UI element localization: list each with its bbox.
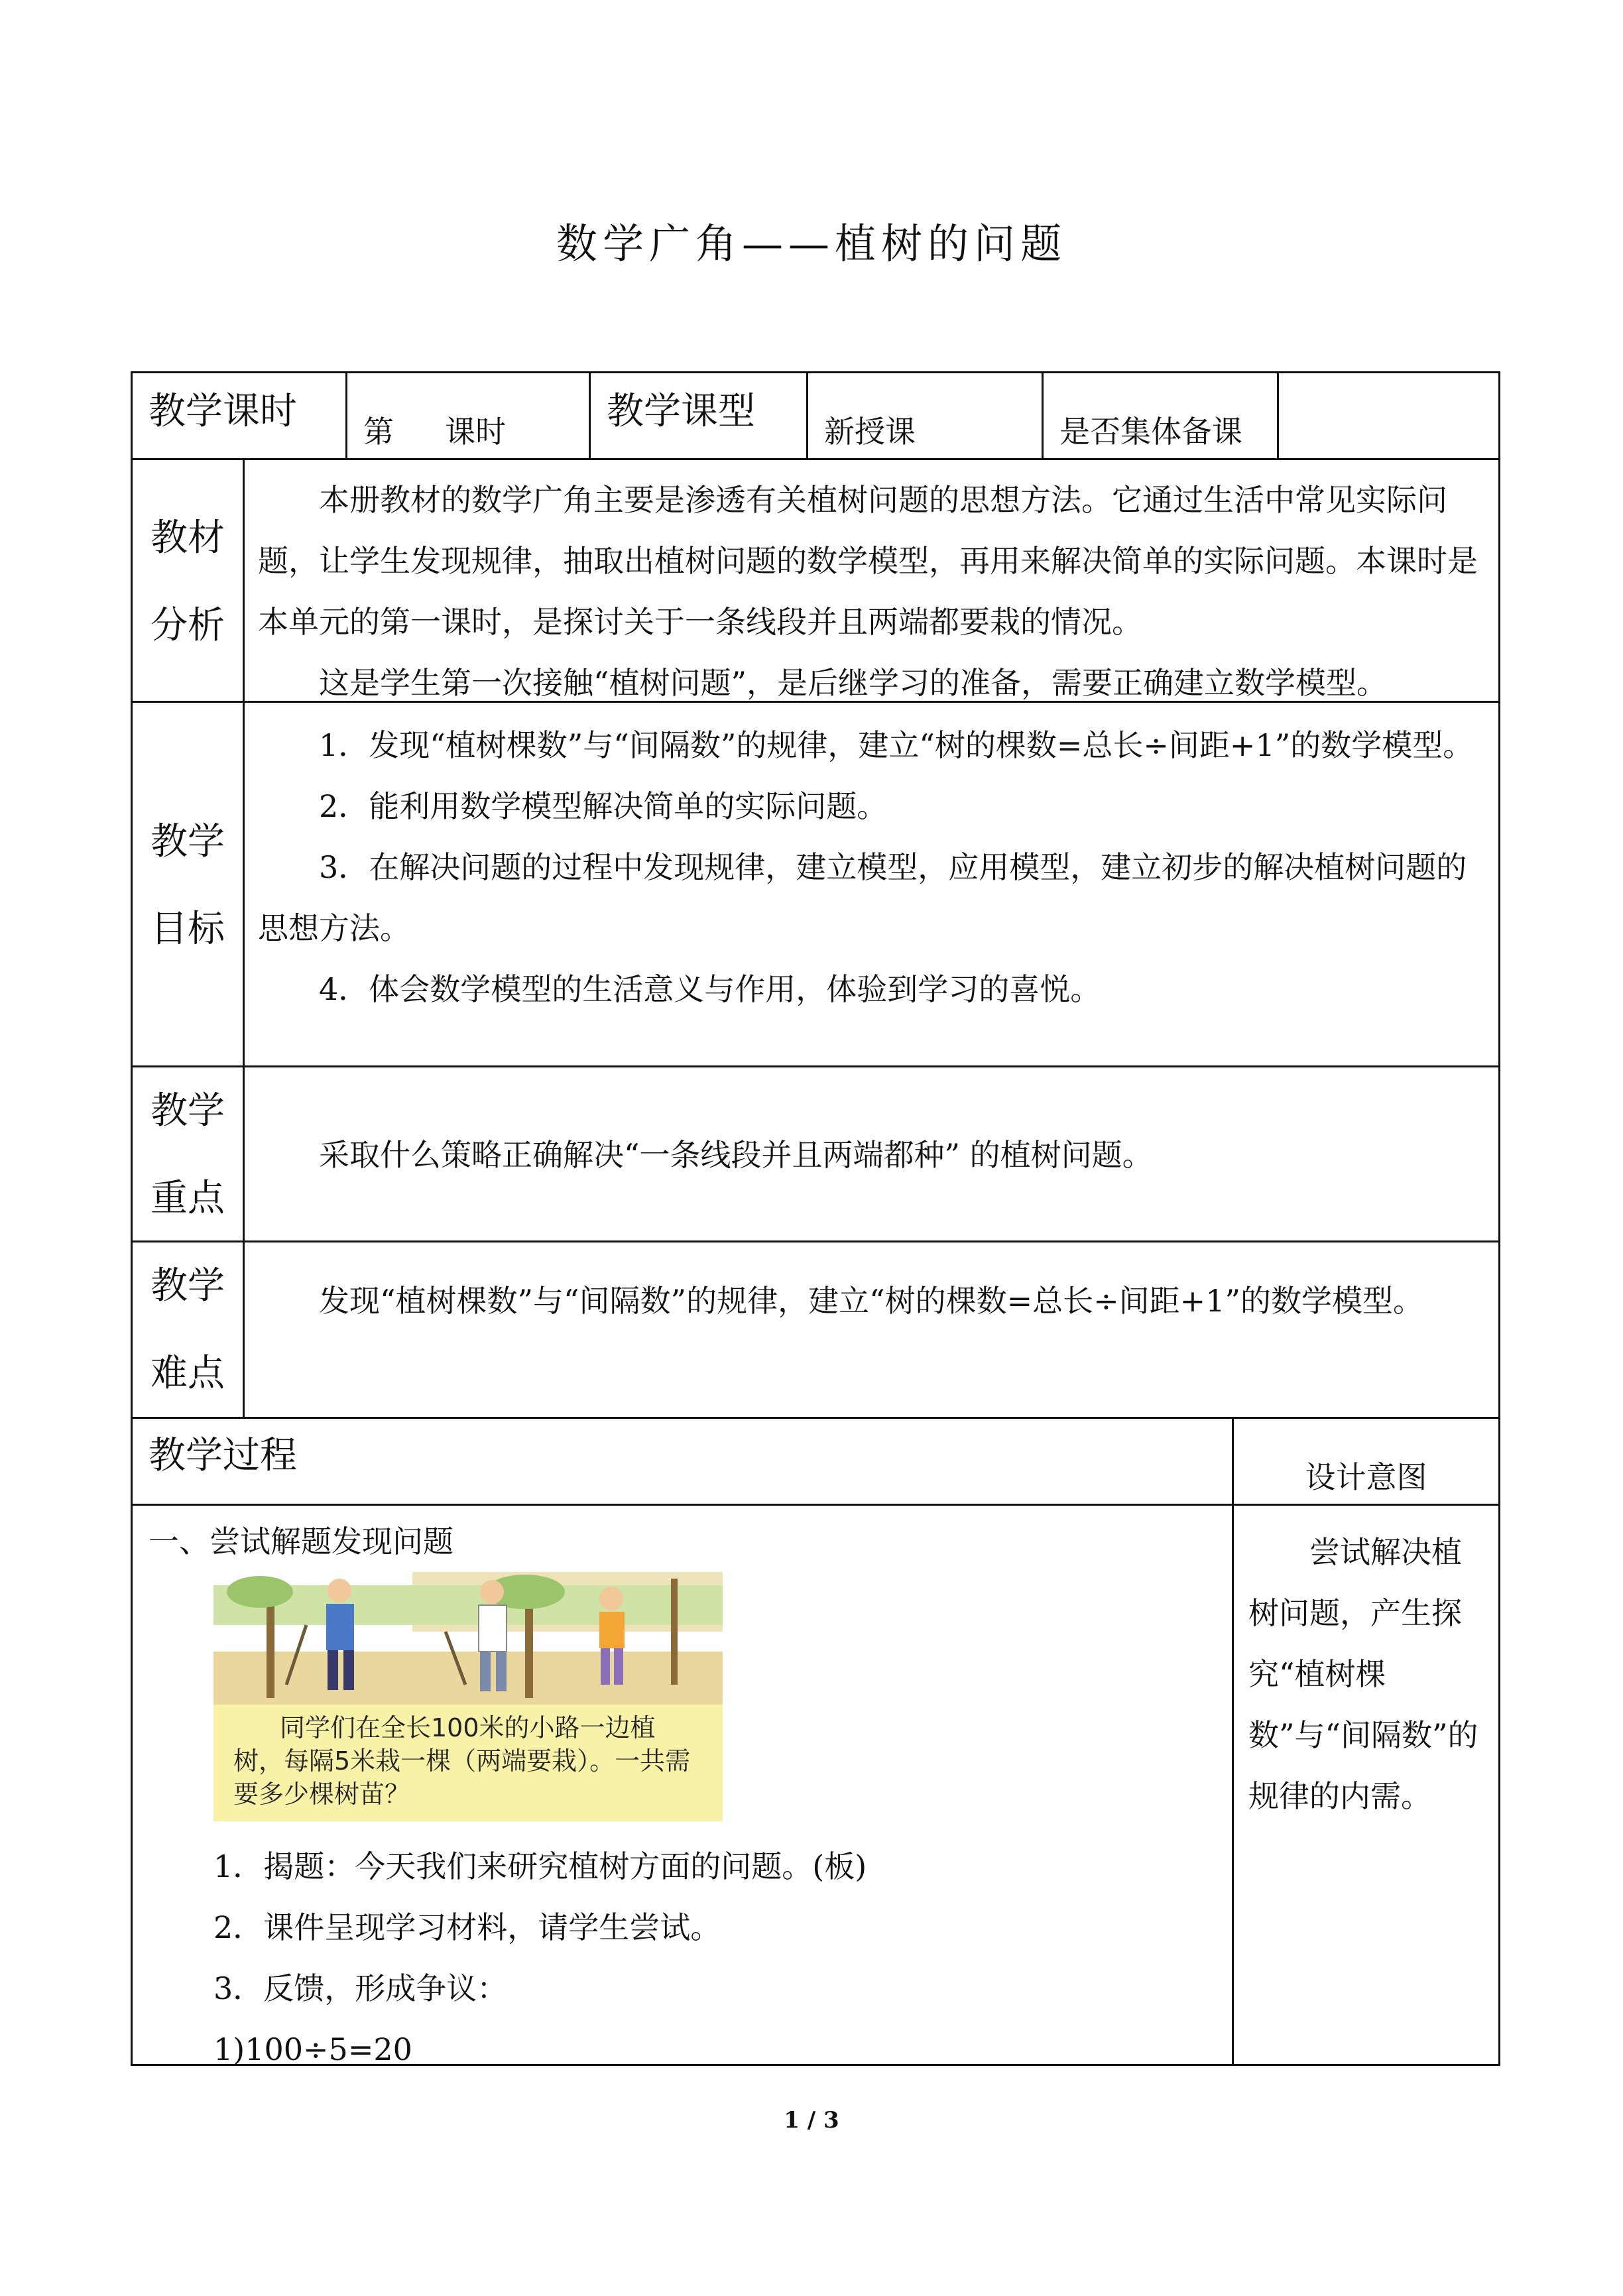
lesson-type-value: 新授课 bbox=[824, 414, 916, 450]
difficulty-content bbox=[243, 1242, 1498, 1417]
process-content bbox=[133, 1506, 1232, 2067]
process-step-1: 1．揭题：今天我们来研究植树方面的问题。(板) bbox=[213, 1848, 867, 1884]
analysis-label bbox=[133, 495, 243, 670]
difficulty-label bbox=[133, 1242, 243, 1418]
key-point-content bbox=[243, 1067, 1498, 1240]
process-step-3: 3．反馈，形成争议： bbox=[213, 1970, 508, 2006]
analysis-label-line1: 教材 bbox=[150, 516, 225, 560]
page-number: 1 / 3 bbox=[784, 2107, 839, 2134]
analysis-label-line2: 分析 bbox=[150, 604, 225, 647]
design-label-cell bbox=[1232, 1419, 1498, 1504]
key-point-label-line2: 重点 bbox=[150, 1177, 225, 1220]
key-point-text: 采取什么策略正确解决“一条线段并且两端都种” 的植树问题。 bbox=[319, 1137, 1153, 1173]
goal-item-3: 3．在解决问题的过程中发现规律，建立模型，应用模型，建立初步的解决植树问题的思想方法。 bbox=[258, 849, 1467, 946]
goals-label-line2: 目标 bbox=[150, 908, 225, 951]
illustration-caption: 同学们在全长100米的小路一边植树，每隔5米栽一棵（两端要栽）。一共需要多少棵树苗？ bbox=[233, 1713, 691, 1809]
goals-label bbox=[133, 798, 243, 973]
difficulty-row bbox=[131, 1240, 1500, 1417]
goals-row bbox=[131, 701, 1500, 1065]
lesson-time-label: 教学课时 bbox=[149, 390, 297, 433]
process-header-row bbox=[131, 1417, 1500, 1504]
lesson-plan-table bbox=[131, 371, 1500, 2066]
key-point-label bbox=[133, 1067, 243, 1242]
difficulty-text: 发现“植树棵数”与“间隔数”的规律，建立“树的棵数=总长÷间距+1”的数学模型。 bbox=[319, 1283, 1423, 1319]
lesson-time-value-cell bbox=[345, 373, 589, 458]
analysis-paragraph-1: 本册教材的数学广角主要是渗透有关植树问题的思想方法。它通过生活中常见实际问题，让学生发现规律，抽取出植树问题的数学模型，再用来解决简单的实际问题。本课时是本单元的第一课时，是探讨关于一条线段并且两端都要栽的情况。 bbox=[258, 482, 1478, 640]
process-steps bbox=[213, 1836, 1232, 2080]
analysis-paragraph-2: 这是学生第一次接触“植树问题”，是后继学习的准备，需要正确建立数学模型。 bbox=[319, 665, 1388, 701]
analysis-row bbox=[131, 458, 1500, 701]
process-label-cell bbox=[133, 1419, 1232, 1504]
difficulty-label-line2: 难点 bbox=[150, 1352, 225, 1395]
design-intent-cell bbox=[1232, 1506, 1498, 2064]
header-row bbox=[131, 371, 1500, 458]
goals-label-line1: 教学 bbox=[150, 820, 225, 863]
tree-planting-illustration bbox=[213, 1572, 723, 1821]
analysis-content bbox=[243, 460, 1498, 701]
process-step-2: 2．课件呈现学习材料，请学生尝试。 bbox=[213, 1909, 721, 1945]
difficulty-label-line1: 教学 bbox=[150, 1264, 225, 1307]
process-label: 教学过程 bbox=[149, 1434, 297, 1477]
collective-prep-label-cell bbox=[1042, 373, 1277, 458]
lesson-time-label-cell bbox=[133, 373, 345, 458]
goals-content bbox=[243, 703, 1498, 1065]
process-step-4: 1)100÷5=20 bbox=[213, 2031, 412, 2067]
process-content-row bbox=[131, 1504, 1500, 2066]
key-point-label-line1: 教学 bbox=[150, 1089, 225, 1132]
goal-item-4: 4．体会数学模型的生活意义与作用，体验到学习的喜悦。 bbox=[319, 971, 1101, 1007]
design-intent-text: 尝试解决植树问题，产生探究“植树棵数”与“间隔数”的规律的内需。 bbox=[1248, 1534, 1478, 1814]
goal-item-1: 1．发现“植树棵数”与“间隔数”的规律，建立“树的棵数=总长÷间距+1”的数学模型。 bbox=[319, 727, 1474, 763]
key-point-row bbox=[131, 1065, 1500, 1240]
goal-item-2: 2．能利用数学模型解决简单的实际问题。 bbox=[319, 788, 888, 824]
section-title: 一、尝试解题发现问题 bbox=[149, 1524, 453, 1559]
lesson-time-prefix: 第 bbox=[363, 414, 394, 450]
collective-prep-label: 是否集体备课 bbox=[1059, 414, 1242, 450]
design-intent-label: 设计意图 bbox=[1305, 1459, 1427, 1495]
lesson-time-suffix: 课时 bbox=[445, 414, 507, 450]
lesson-type-value-cell bbox=[806, 373, 1042, 458]
page-title: 数学广角——植树的问题 bbox=[556, 219, 1067, 268]
collective-prep-value-cell bbox=[1277, 373, 1498, 458]
lesson-type-label: 教学课型 bbox=[607, 390, 755, 433]
lesson-type-label-cell bbox=[589, 373, 806, 458]
